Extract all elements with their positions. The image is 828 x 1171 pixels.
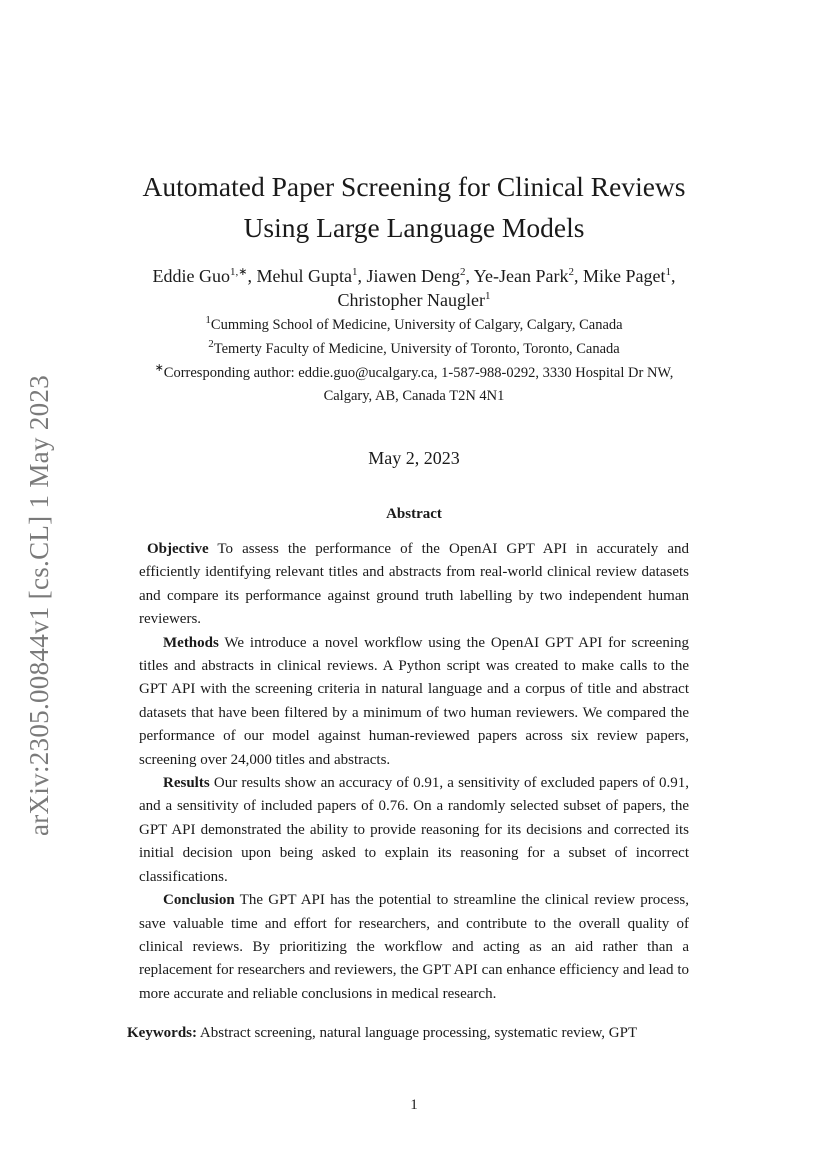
author-affiliation-mark: 1 <box>484 290 491 302</box>
corresponding-author-line-1: Corresponding author: eddie.guo@ucalgary.ca, 1-587-988-0292, 3330 Hospital Dr NW, <box>163 365 674 381</box>
results-label: Results <box>163 775 210 792</box>
affiliation-2 <box>80 338 748 361</box>
methods-text: We introduce a novel workflow using the OpenAI GPT API for screening titles and abstracts in clinical reviews. A Python script was created to make calls to the GPT API with the screening criteria in natural language and a corpus of title and abstract datasets that have been filtered by a minimum of two human reviewers. We compared the performance of our model against human-reviewed papers across six review papers, screening over 24,000 titles and abstracts. <box>139 634 689 768</box>
author-name: Christopher Naugler <box>337 290 485 310</box>
abstract-conclusion <box>139 889 689 1006</box>
paper-title <box>100 166 728 248</box>
author-name: Mehul Gupta <box>256 266 352 286</box>
affiliation-text: Temerty Faculty of Medicine, University of Toronto, Toronto, Canada <box>213 341 620 357</box>
arxiv-identifier-stamp <box>20 365 60 845</box>
objective-label: Objective <box>147 541 209 557</box>
affiliation-text: Cumming School of Medicine, University of Calgary, Calgary, Canada <box>210 317 623 333</box>
corresponding-author-line-2: Calgary, AB, Canada T2N 4N1 <box>323 388 505 404</box>
author-separator: , <box>670 266 676 286</box>
corresponding-author <box>80 362 748 408</box>
author-list <box>60 264 768 312</box>
author-name: Ye-Jean Park <box>473 266 569 286</box>
affiliation-mark: 1 <box>205 314 211 327</box>
corresponding-mark: ∗ <box>154 362 164 375</box>
arxiv-identifier-text: arXiv:2305.00844v1 [cs.CL] 1 May 2023 <box>24 374 55 836</box>
author-separator: , <box>247 266 257 286</box>
author-separator: , <box>465 266 474 286</box>
title-line-2: Using Large Language Models <box>243 212 585 243</box>
abstract-methods <box>139 632 689 772</box>
author-line-1 <box>60 264 768 288</box>
author-separator: , <box>573 266 583 286</box>
methods-label: Methods <box>163 634 219 651</box>
author-name: Eddie Guo <box>152 266 231 286</box>
keywords <box>127 1022 727 1044</box>
page-number: 1 <box>410 1097 418 1113</box>
publication-date: May 2, 2023 <box>368 448 460 468</box>
objective-text: To assess the performance of the OpenAI GPT API in accurately and efficiently identifying relevant titles and abstracts from real-world clinical review datasets and compare its performance against ground truth labelling by two independent human reviewers. <box>139 541 689 628</box>
title-line-1: Automated Paper Screening for Clinical Reviews <box>142 171 686 202</box>
affiliation-mark: 2 <box>208 338 214 351</box>
author-line-2 <box>60 288 768 312</box>
keywords-text: Abstract screening, natural language processing, systematic review, GPT <box>197 1025 638 1041</box>
conclusion-label: Conclusion <box>163 892 235 909</box>
author-affiliation-mark: 1 <box>665 266 671 278</box>
author-name: Mike Paget <box>582 266 666 286</box>
affiliation-1 <box>80 314 748 337</box>
author-name: Jiawen Deng <box>366 266 460 286</box>
author-affiliation-mark: 2 <box>459 266 466 278</box>
author-separator: , <box>357 266 367 286</box>
conclusion-text: The GPT API has the potential to streamline the clinical review process, save valuable time and effort for researchers, and contribute to the overall quality of clinical reviews. By prioritizing the workflow and acting as an aid rather than a replacement for researchers and reviewers, the GPT API can enhance efficiency and lead to more accurate and reliable conclusions in medical research. <box>139 892 689 1002</box>
keywords-label: Keywords: <box>127 1025 197 1041</box>
abstract-results <box>139 772 689 889</box>
author-affiliation-mark: 1,∗ <box>230 266 248 278</box>
author-affiliation-mark: 1 <box>351 266 358 278</box>
abstract-objective <box>139 538 689 632</box>
abstract-heading: Abstract <box>386 506 442 522</box>
abstract-body <box>139 538 689 1006</box>
results-text: Our results show an accuracy of 0.91, a sensitivity of excluded papers of 0.91, and a sensitivity of included papers of 0.76. On a randomly selected subset of papers, the GPT API demonstrated the ability to provide reasoning for its decisions and corrected its initial decision upon being asked to explain its reasoning for a subset of incorrect classifications. <box>139 775 689 885</box>
author-affiliation-mark: 2 <box>568 266 574 278</box>
